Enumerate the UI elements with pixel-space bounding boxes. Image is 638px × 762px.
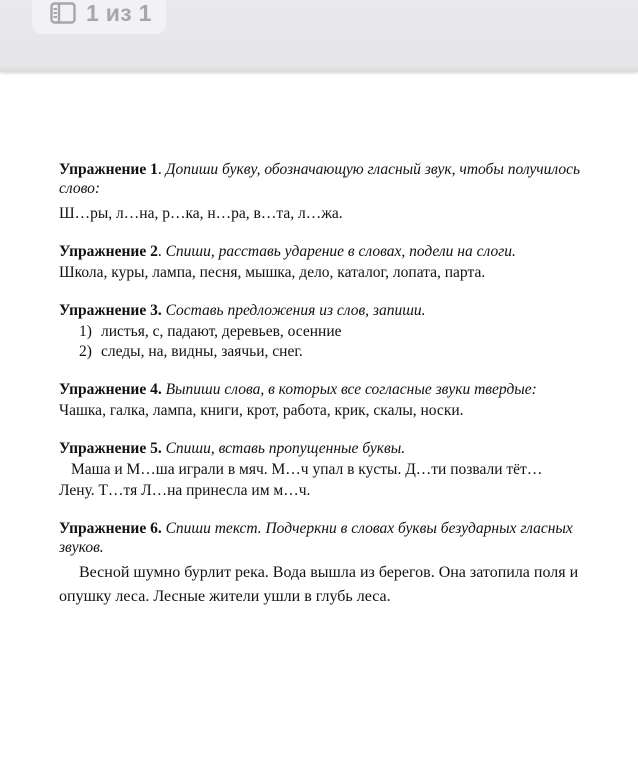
exercise-heading <box>59 380 619 399</box>
exercise-text-line: Маша и М…ша играли в мяч. М…ч упал в кусты. Д…ти позвали тёт… <box>71 461 543 478</box>
exercise-title: Упражнение 2 <box>59 243 158 260</box>
exercise-word-list <box>59 322 619 361</box>
exercise-heading <box>59 242 619 261</box>
list-item-number: 1) <box>79 323 92 340</box>
exercise-4 <box>59 380 619 420</box>
page-counter-pill[interactable] <box>32 0 166 34</box>
exercise-task: Спиши текст. Подчеркни в словах буквы безударных гласных звуков. <box>59 520 573 556</box>
list-item-text: листья, с, падают, деревьев, осенние <box>101 323 342 340</box>
exercise-title: Упражнение 5. <box>59 440 162 457</box>
exercise-text-line: Ш…ры, л…на, р…ка, н…ра, в…та, л…жа. <box>59 205 343 222</box>
exercise-2 <box>59 242 619 282</box>
document-page <box>59 160 619 628</box>
page-indicator: 1 из 1 <box>86 0 152 26</box>
exercise-task: Составь предложения из слов, запиши. <box>161 302 426 319</box>
exercise-task: Спиши, расставь ударение в словах, подели на слоги. <box>161 243 516 260</box>
exercise-text-line: Лену. Т…тя Л…на принесла им м…ч. <box>59 482 311 499</box>
exercise-6 <box>59 519 619 609</box>
exercise-title: Упражнение 4. <box>59 381 162 398</box>
exercise-title-sep: . <box>157 243 162 260</box>
exercise-heading <box>59 439 619 458</box>
exercise-task: Выпиши слова, в которых все согласные звуки твердые: <box>161 381 537 398</box>
exercise-task: Спиши, вставь пропущенные буквы. <box>161 440 406 457</box>
list-item-text: следы, на, видны, заячьи, снег. <box>101 343 303 360</box>
exercise-5 <box>59 439 619 500</box>
exercise-text-line: Чашка, галка, лампа, книги, крот, работа, крик, скалы, носки. <box>59 402 464 419</box>
exercise-title-sep: . <box>157 161 162 178</box>
list-item <box>79 342 619 361</box>
exercise-title: Упражнение 1 <box>59 161 158 178</box>
exercise-title: Упражнение 3. <box>59 302 162 319</box>
exercise-heading <box>59 301 619 320</box>
list-item <box>79 322 619 341</box>
exercise-1 <box>59 160 619 223</box>
page-list-icon <box>50 2 76 24</box>
viewer-toolbar <box>0 0 638 72</box>
exercise-text-line: Школа, куры, лампа, песня, мышка, дело, каталог, лопата, парта. <box>59 264 486 281</box>
list-item-number: 2) <box>79 343 92 360</box>
exercise-paragraph: Весной шумно бурлит река. Вода вышла из берегов. Она затопила поля и опушку леса. Лесные жители ушли в глубь леса. <box>59 564 579 605</box>
exercise-title: Упражнение 6. <box>59 520 162 537</box>
exercise-heading <box>59 519 619 557</box>
exercise-3 <box>59 301 619 361</box>
exercise-heading <box>59 160 619 198</box>
exercise-task: Допиши букву, обозначающую гласный звук, чтобы получилось слово: <box>59 161 581 197</box>
